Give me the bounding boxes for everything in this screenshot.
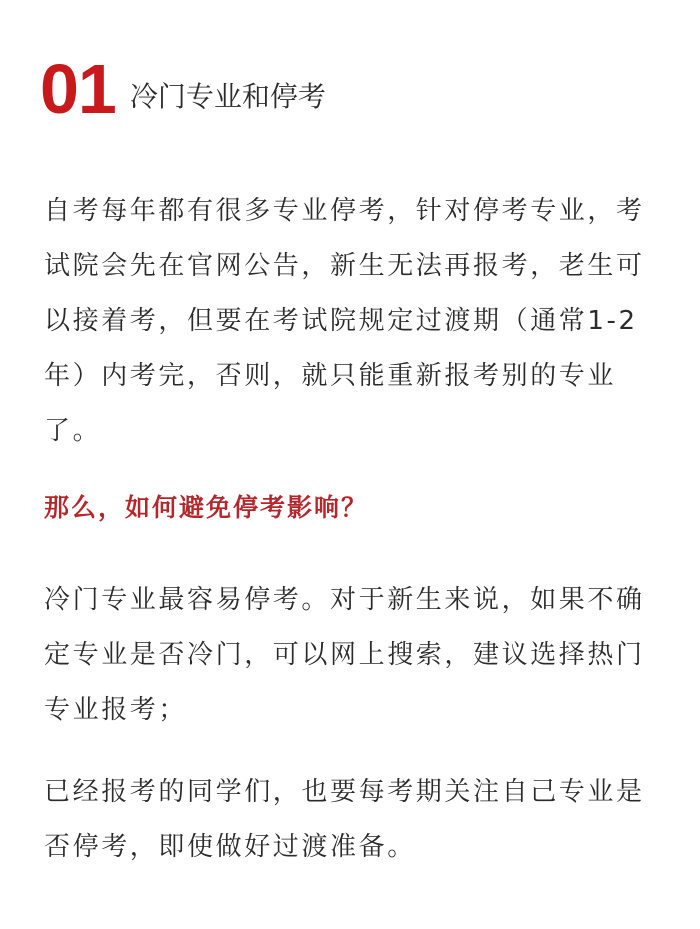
- enrolled-student-advice-paragraph: 已经报考的同学们，也要每考期关注自己专业是否停考，即使做好过渡准备。: [44, 777, 645, 862]
- intro-paragraph: 自考每年都有很多专业停考，针对停考专业，考试院会先在官网公告，新生无法再报考，老生可以接着考，但要在考试院规定过渡期（通常1-2年）内考完，否则，就只能重新报考别的专业了。: [44, 196, 645, 446]
- section-header: [40, 50, 326, 128]
- section-number: 01: [40, 50, 116, 128]
- new-student-advice-paragraph: 冷门专业最容易停考。对于新生来说，如果不确定专业是否冷门，可以网上搜索，建议选择热门专业报考；: [44, 585, 645, 725]
- question-subheading: 那么，如何避免停考影响？: [44, 493, 369, 522]
- section-title: 冷门专业和停考: [129, 80, 326, 113]
